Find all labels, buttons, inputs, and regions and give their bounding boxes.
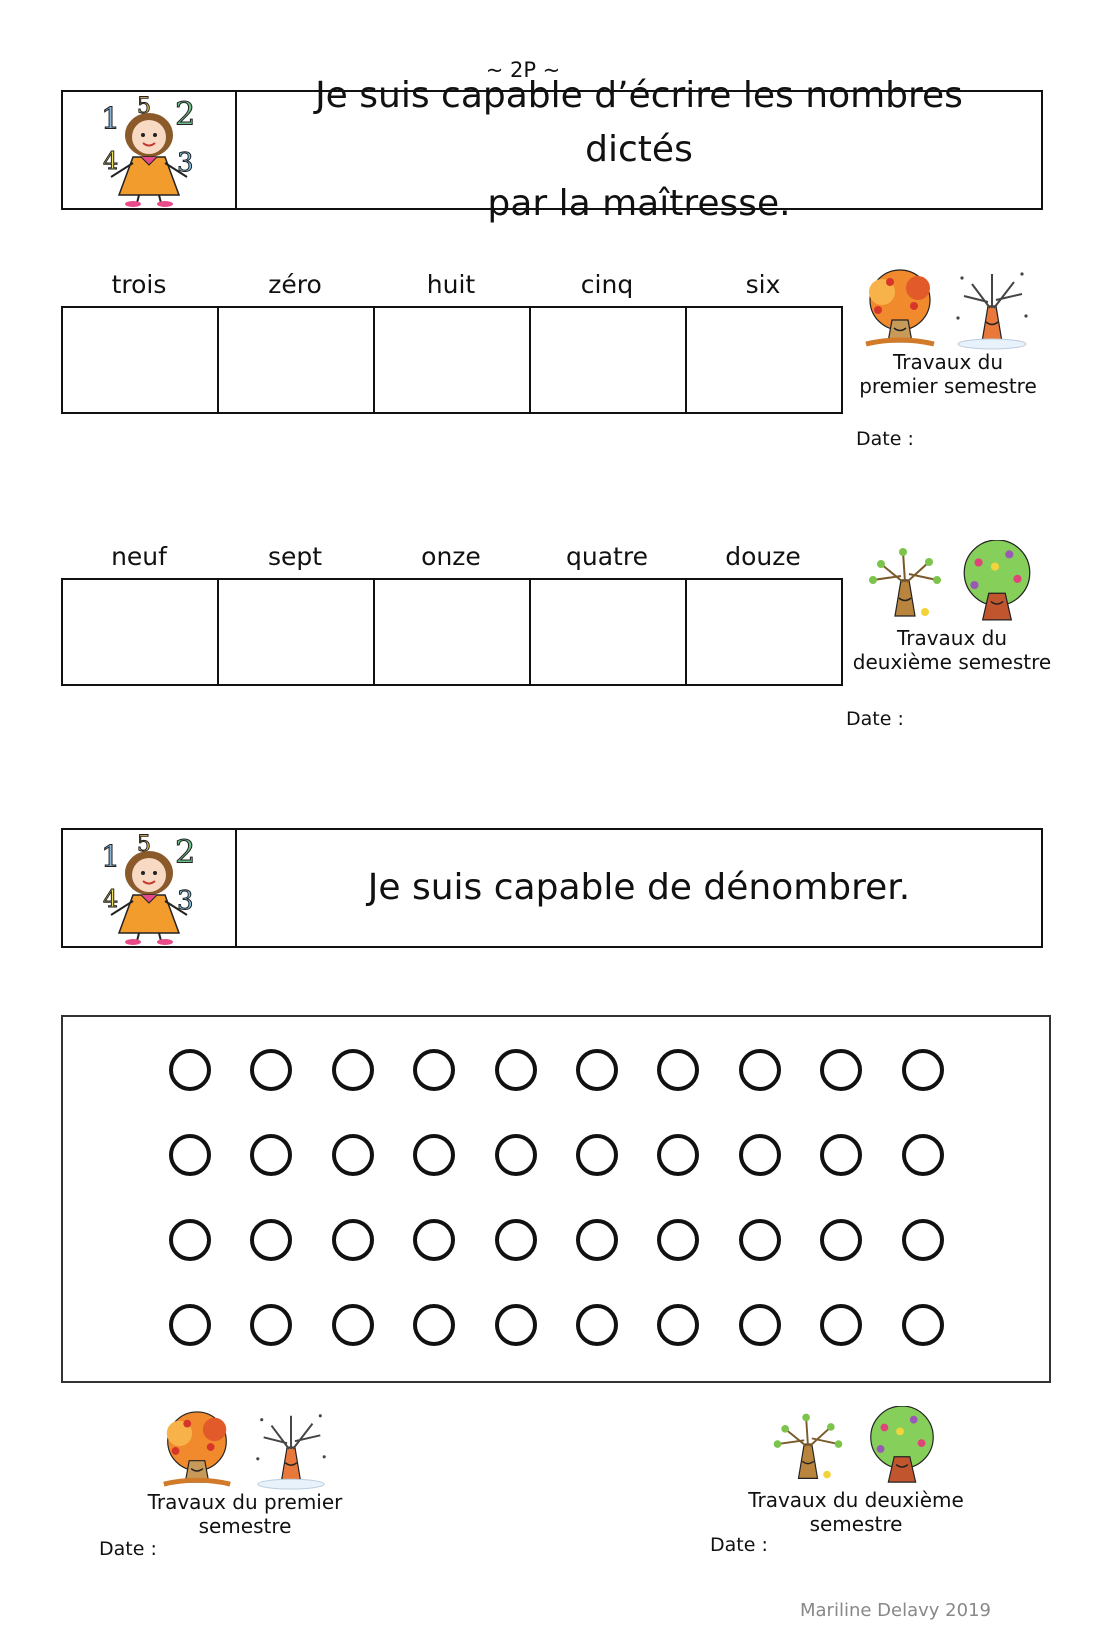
counting-dot [739, 1304, 781, 1346]
counting-dot [820, 1219, 862, 1261]
section1-title-line2: par la maîtresse. [487, 183, 791, 224]
row1-label: six [745, 270, 781, 299]
counting-dot [332, 1049, 374, 1091]
counting-dot [576, 1219, 618, 1261]
counting-dot [413, 1049, 455, 1091]
row1-label: huit [426, 270, 476, 299]
date-label: Date : [99, 1538, 157, 1560]
section2-banner [61, 828, 1043, 948]
section1-title-line1: Je suis capable d’écrire les nombres dictés [315, 75, 963, 170]
answer-box[interactable] [219, 308, 375, 412]
counting-dot [250, 1049, 292, 1091]
girl-numbers-icon [63, 830, 237, 946]
spring-tree-icon [765, 1406, 851, 1486]
row2-label: onze [421, 542, 481, 571]
counting-dot [902, 1049, 944, 1091]
girl-numbers-icon [63, 92, 237, 208]
counting-dot [332, 1134, 374, 1176]
row1-labels [61, 270, 841, 299]
counting-dot [576, 1304, 618, 1346]
answer-box[interactable] [531, 308, 687, 412]
counting-dot [739, 1219, 781, 1261]
answer-box[interactable] [687, 308, 841, 412]
row2-answer-grid [61, 578, 843, 686]
row1-answer-grid [61, 306, 843, 414]
winter-tree-icon [246, 1408, 336, 1490]
section1-title [237, 75, 1041, 224]
answer-box[interactable] [375, 308, 531, 412]
counting-dot [332, 1304, 374, 1346]
counting-dot [250, 1134, 292, 1176]
answer-box[interactable] [63, 580, 219, 684]
counting-dot [820, 1049, 862, 1091]
counting-dot [657, 1134, 699, 1176]
counting-dot [169, 1049, 211, 1091]
counting-dot [657, 1049, 699, 1091]
counting-dot [169, 1304, 211, 1346]
spring-tree-icon [863, 540, 947, 624]
answer-box[interactable] [375, 580, 531, 684]
summer-tree-icon [857, 1406, 947, 1488]
counting-dot [332, 1219, 374, 1261]
answer-box[interactable] [63, 308, 219, 412]
semester-caption: Travaux du [896, 626, 1008, 650]
counting-dot [820, 1134, 862, 1176]
answer-box[interactable] [219, 580, 375, 684]
row2-label: quatre [566, 542, 648, 571]
counting-dot [413, 1134, 455, 1176]
page-level-mark: ~ 2P ~ [485, 58, 561, 82]
semester-caption: Travaux du deuxième semestre [748, 1488, 964, 1536]
row2-label: douze [725, 542, 801, 571]
counting-dot [495, 1304, 537, 1346]
counting-dot [495, 1049, 537, 1091]
row2-labels [61, 542, 841, 571]
autumn-tree-icon [154, 1408, 240, 1490]
section1-banner [61, 75, 1043, 224]
row2-semester2-block [846, 540, 1058, 674]
counting-dot [902, 1304, 944, 1346]
row1-label: trois [111, 270, 167, 299]
counting-dot [739, 1049, 781, 1091]
row1-label: cinq [580, 270, 634, 299]
date-label: Date : [846, 708, 904, 730]
answer-box[interactable] [687, 580, 841, 684]
counting-dot [576, 1134, 618, 1176]
counting-dot [495, 1134, 537, 1176]
section2-semester1-block [100, 1408, 390, 1538]
counting-dot [657, 1219, 699, 1261]
summer-tree-icon [953, 540, 1041, 626]
semester-caption: Travaux du [892, 350, 1004, 374]
answer-box[interactable] [531, 580, 687, 684]
semester-caption: deuxième semestre [852, 650, 1052, 674]
author-credit: Mariline Delavy 2019 [800, 1600, 991, 1621]
counting-dots-box [61, 1015, 1051, 1383]
autumn-tree-icon [859, 266, 941, 350]
counting-dot [657, 1304, 699, 1346]
section2-title: Je suis capable de dénombrer. [367, 867, 911, 908]
counting-dot [169, 1134, 211, 1176]
row2-label: neuf [111, 542, 167, 571]
counting-dot [739, 1134, 781, 1176]
semester-caption: Travaux du premier semestre [147, 1490, 343, 1538]
counting-dot [169, 1219, 211, 1261]
counting-dot [495, 1219, 537, 1261]
winter-tree-icon [947, 266, 1037, 350]
semester-caption: premier semestre [859, 374, 1037, 398]
row1-semester1-block [848, 266, 1048, 398]
date-label: Date : [856, 428, 914, 450]
counting-dot [902, 1219, 944, 1261]
counting-dot [250, 1219, 292, 1261]
row1-label: zéro [268, 270, 322, 299]
counting-dot [902, 1134, 944, 1176]
date-label: Date : [710, 1534, 768, 1556]
counting-dot [250, 1304, 292, 1346]
counting-dot [820, 1304, 862, 1346]
dot-grid [169, 1049, 983, 1346]
counting-dot [576, 1049, 618, 1091]
section2-semester2-block [700, 1406, 1012, 1536]
counting-dot [413, 1304, 455, 1346]
counting-dot [413, 1219, 455, 1261]
row2-label: sept [267, 542, 323, 571]
